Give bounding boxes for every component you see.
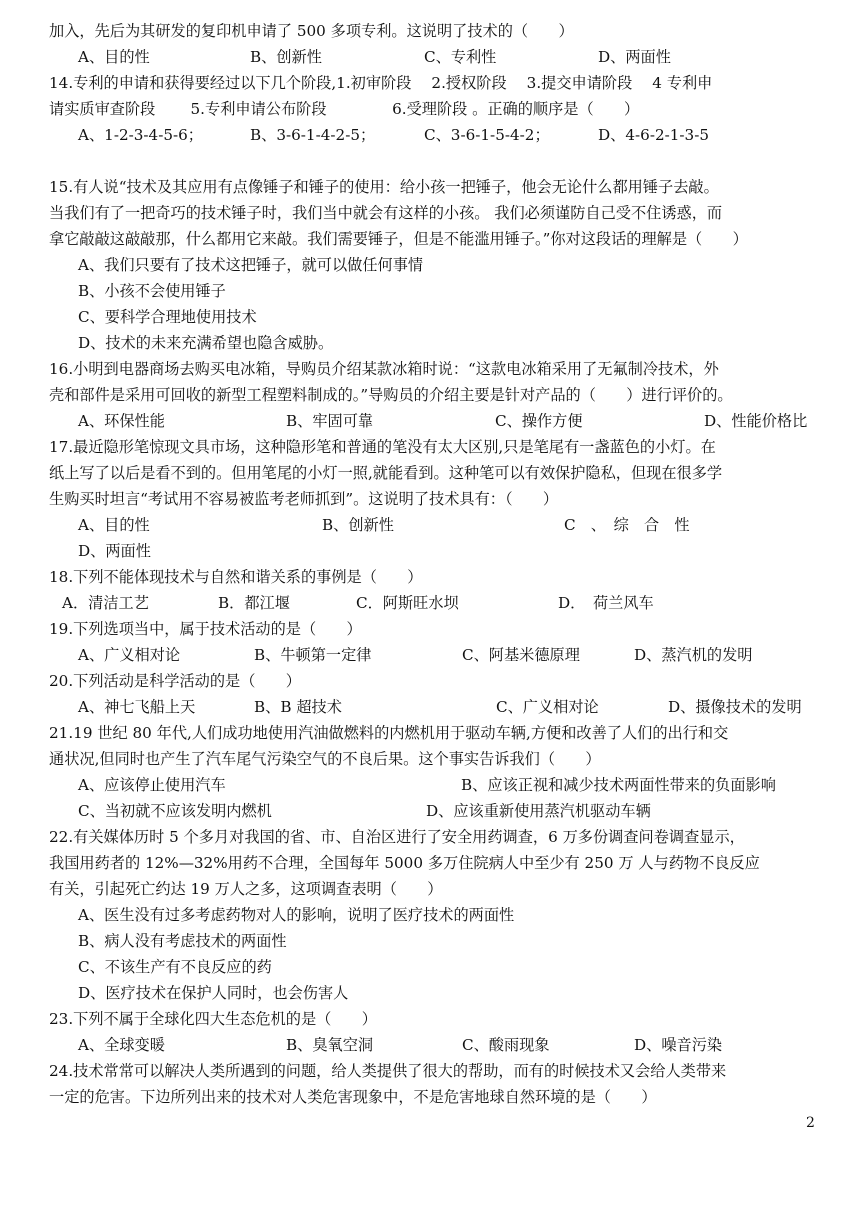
option-a: A、医生没有过多考虑药物对人的影响，说明了医疗技术的两面性 [78, 906, 515, 924]
option-c: C 、 综 合 性 [564, 516, 690, 534]
question-18-options [62, 590, 832, 616]
option-c: C．阿斯旺水坝 [356, 594, 459, 612]
question-22-stem: 22.有关媒体历时 5 个多月对我国的省、市、自治区进行了安全用药调查，6 万多份调查问卷调查显示， [49, 828, 745, 846]
option-a: A、神七飞船上天 [78, 698, 196, 716]
option-d: D、噪音污染 [634, 1036, 723, 1054]
option-c: C、专利性 [424, 48, 497, 66]
question-16-stem: 16.小明到电器商场去购买电冰箱，导购员介绍某款冰箱时说：“这款电冰箱采用了无氟制冷技术，外 [49, 360, 719, 378]
question-21-stem: 21.19 世纪 80 年代,人们成功地使用汽油做燃料的内燃机用于驱动车辆,方便和改善了人们的出行和交 [49, 724, 729, 742]
option-d: D、4-6-2-1-3-5 [598, 126, 709, 144]
option-c: C、要科学合理地使用技术 [78, 308, 257, 326]
option-d: D、蒸汽机的发明 [634, 646, 753, 664]
option-c: C、3-6-1-5-4-2； [424, 126, 550, 144]
option-b: B、病人没有考虑技术的两面性 [78, 932, 287, 950]
option-d: D、摄像技术的发明 [668, 698, 802, 716]
question-19-stem: 19.下列选项当中，属于技术活动的是（ ） [49, 620, 362, 638]
option-c: C、酸雨现象 [462, 1036, 550, 1054]
question-14-stem: 请实质审查阶段 5.专利申请公布阶段 6.受理阶段 。正确的顺序是（ ） [49, 100, 640, 118]
option-c: C、不该生产有不良反应的药 [78, 958, 272, 976]
option-d: D、两面性 [598, 48, 671, 66]
option-a: A、广义相对论 [78, 646, 181, 664]
question-22-stem: 有关，引起死亡约达 19 万人之多，这项调查表明（ ） [49, 880, 443, 898]
question-16-options [78, 408, 848, 434]
question-22-stem: 我国用药者的 12%—32%用药不合理，全国每年 5000 多万住院病人中至少有 250 万 人与药物不良反应 [49, 854, 760, 872]
option-b: B、牢固可靠 [286, 412, 374, 430]
option-d: D． 荷兰风车 [558, 594, 654, 612]
question-20-stem: 20.下列活动是科学活动的是（ ） [49, 672, 301, 690]
question-23-options [78, 1032, 848, 1058]
option-b: B、3-6-1-4-2-5； [250, 126, 376, 144]
option-b: B、应该正视和减少技术两面性带来的负面影响 [461, 776, 776, 794]
question-14-options [78, 122, 848, 148]
question-14-stem: 14.专利的申请和获得要经过以下几个阶段,1.初审阶段 2.授权阶段 3.提交申请阶段 4 专利申 [49, 74, 713, 92]
option-b: B．都江堰 [218, 594, 290, 612]
option-b: B、小孩不会使用锤子 [78, 282, 226, 300]
question-23-stem: 23.下列不属于全球化四大生态危机的是（ ） [49, 1010, 377, 1028]
option-a: A、目的性 [78, 516, 150, 534]
option-b: B、牛顿第一定律 [254, 646, 372, 664]
question-21-options [78, 772, 848, 798]
option-b: B、臭氧空洞 [286, 1036, 374, 1054]
option-d: D、应该重新使用蒸汽机驱动车辆 [426, 802, 651, 820]
option-c: C、广义相对论 [496, 698, 599, 716]
option-c: C、操作方便 [495, 412, 583, 430]
option-d: D、医疗技术在保护人同时，也会伤害人 [78, 984, 349, 1002]
question-15-stem: 拿它敲敲这敲敲那，什么都用它来敲。我们需要锤子，但是不能滥用锤子。”你对这段话的理解是（ ） [49, 230, 748, 248]
option-c: C、阿基米德原理 [462, 646, 580, 664]
option-a: A、1-2-3-4-5-6； [78, 126, 203, 144]
question-15-stem: 15.有人说“技术及其应用有点像锤子和锤子的使用：给小孩一把锤子，他会无论什么都用锤子去敲。 [49, 178, 719, 196]
option-d: D、两面性 [78, 542, 151, 560]
question-17-stem: 17.最近隐形笔惊现文具市场，这种隐形笔和普通的笔没有太大区别,只是笔尾有一盏蓝色的小灯。在 [49, 438, 716, 456]
option-b: B、B 超技术 [254, 698, 342, 716]
option-b: B、创新性 [250, 48, 322, 66]
question-16-stem: 壳和部件是采用可回收的新型工程塑料制成的。”导购员的介绍主要是针对产品的（ ）进行评价的。 [49, 386, 733, 404]
option-a: A、环保性能 [78, 412, 165, 430]
question-20-options [78, 694, 848, 720]
option-d: D、性能价格比 [704, 412, 808, 430]
option-a: A、全球变暖 [78, 1036, 165, 1054]
question-17-stem: 纸上写了以后是看不到的。但用笔尾的小灯一照,就能看到。这种笔可以有效保护隐私，但现在很多学 [49, 464, 723, 482]
question-21-stem: 通状况,但同时也产生了汽车尾气污染空气的不良后果。这个事实告诉我们（ ） [49, 750, 601, 768]
page-number: 2 [806, 1115, 815, 1131]
question-15-stem: 当我们有了一把奇巧的技术锤子时，我们当中就会有这样的小孩。 我们必须谨防自己受不住诱惑，而 [49, 204, 723, 222]
question-19-options [78, 642, 848, 668]
question-17-stem: 生购买时坦言“考试用不容易被监考老师抓到”。这说明了技术具有：（ ） [49, 490, 559, 508]
question-24-stem: 一定的危害。下边所列出来的技术对人类危害现象中，不是危害地球自然环境的是（ ） [49, 1088, 657, 1106]
question-13-options [78, 44, 848, 70]
option-d: D、技术的未来充满希望也隐含威胁。 [78, 334, 334, 352]
option-a: A、目的性 [78, 48, 150, 66]
question-17-options [78, 512, 848, 538]
question-13-stem-end: 加入，先后为其研发的复印机申请了 500 多项专利。这说明了技术的（ ） [49, 22, 574, 40]
option-a: A．清洁工艺 [62, 594, 149, 612]
option-b: B、创新性 [322, 516, 394, 534]
question-21-options [78, 798, 848, 824]
option-c: C、当初就不应该发明内燃机 [78, 802, 272, 820]
question-24-stem: 24.技术常常可以解决人类所遇到的问题，给人类提供了很大的帮助，而有的时候技术又会给人类带来 [49, 1062, 727, 1080]
question-18-stem: 18.下列不能体现技术与自然和谐关系的事例是（ ） [49, 568, 423, 586]
option-a: A、应该停止使用汽车 [78, 776, 226, 794]
option-a: A、我们只要有了技术这把锤子，就可以做任何事情 [78, 256, 424, 274]
